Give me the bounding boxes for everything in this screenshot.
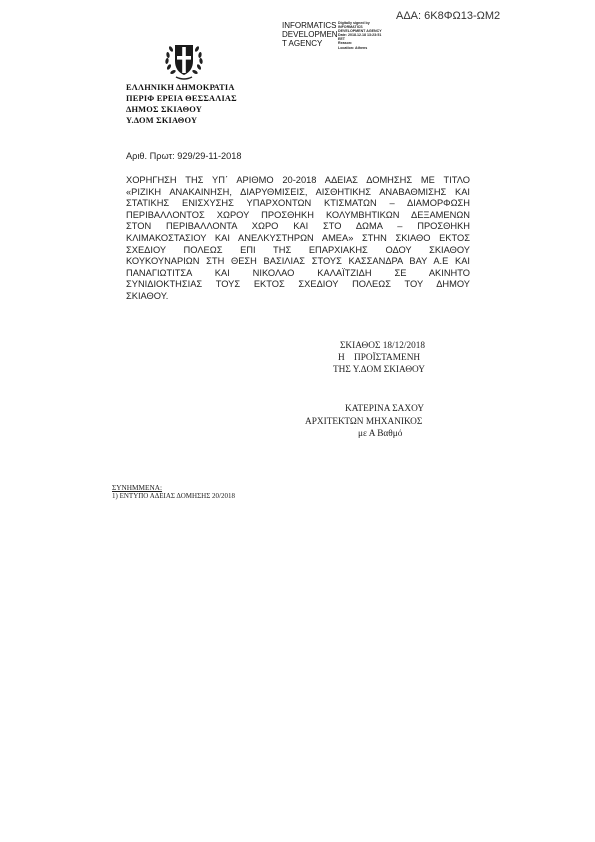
body-line: ΣΤΟΝ ΠΕΡΙΒΑΛΛΟΝΤΑ ΧΩΡΟ ΚΑΙ ΣΤΟ ΔΩΜΑ – ΠΡΟΣΘΗΚΗ xyxy=(126,221,470,232)
signature-stamp-label xyxy=(282,21,338,48)
body-line: ΠΑΝΑΓΙΩΤΙΤΣΑ ΚΑΙ ΝΙΚΟΛΑΟ ΚΑΛΑΪΤΖΙΔΗ ΣΕ ΑΚΙΝΗΤΟ xyxy=(126,267,470,278)
signer-block xyxy=(305,403,424,441)
protocol-number: Αριθ. Πρωτ: 929/29-11-2018 xyxy=(126,151,242,161)
signer-name: ΚΑΤΕΡΙΝΑ ΣΑΧΟΥ xyxy=(345,404,425,414)
stamp-detail-line: Reason: xyxy=(338,41,353,46)
stamp-line: INFORMATICS xyxy=(282,21,337,30)
body-line: ΣΚΙΑΘΟΥ. xyxy=(126,290,169,301)
body-line: ΣΧΕΔΙΟΥ ΠΟΛΕΩΣ ΕΠΙ ΤΗΣ ΕΠΑΡΧΙΑΚΗΣ ΟΔΟΥ ΣΚΙΑΘΟΥ xyxy=(126,244,470,255)
document-body xyxy=(126,175,470,303)
body-line: ΧΟΡΗΓΗΣΗ ΤΗΣ ΥΠ΄ ΑΡΙΘΜΟ 20-2018 ΑΔΕΙΑΣ ΔΟΜΗΣΗΣ ΜΕ ΤΙΤΛΟ xyxy=(126,175,470,185)
body-line: ΚΛΙΜΑΚΟΣΤΑΣΙΟΥ ΚΑΙ ΑΝΕΛΚΥΣΤΗΡΩΝ ΑΜΕΑ» ΣΤΗΝ ΣΚΙΑΘΟ ΕΚΤΟΣ xyxy=(126,232,470,243)
stamp-detail-line: Digitally signed by xyxy=(338,21,370,25)
stamp-detail-line: INFORMATICS xyxy=(338,25,363,30)
issuing-authority xyxy=(126,82,237,126)
body-line: ΣΥΝΙΔΙΟΚΤΗΣΙΑΣ ΤΟΥΣ ΕΚΤΟΣ ΣΧΕΔΙΟΥ ΠΟΛΕΩΣ ΤΟΥ ΔΗΜΟΥ xyxy=(126,279,470,290)
authority-line: ΕΛΛΗΝΙΚΗ ΔΗΜΟΚΡΑΤΙΑ xyxy=(126,83,235,92)
authority-line: Υ.ΔΟΜ ΣΚΙΑΘΟΥ xyxy=(126,116,198,125)
place-date: ΣΚΙΑΘΟΣ 18/12/2018 xyxy=(340,341,426,351)
stamp-detail-line: EET xyxy=(338,37,345,42)
signature-stamp-details xyxy=(338,21,400,50)
stamp-line: DEVELOPMEN xyxy=(282,30,338,39)
stamp-detail-line: DEVELOPMENT AGENCY xyxy=(338,29,382,34)
stamp-detail-line: Location: Athens xyxy=(338,45,368,50)
body-line: ΚΟΥΚΟΥΝΑΡΙΩΝ ΣΤΗ ΘΕΣΗ ΒΑΣΙΛΙΑΣ ΣΤΟΥΣ ΚΑΣΣΑΝΔΡΑ ΒΑΥ Α.Ε ΚΑΙ xyxy=(126,256,470,267)
stamp-detail-line: Date: 2018.12.18 13:23:51 xyxy=(338,33,382,38)
authority-line: ΠΕΡΙΦ ΕΡΕΙΑ ΘΕΣΣΑΛΙΑΣ xyxy=(126,94,237,103)
signer-office: ΤΗΣ Υ.ΔΟΜ ΣΚΙΑΘΟΥ xyxy=(333,365,426,375)
signature-place-block xyxy=(330,340,425,376)
body-line: ΠΕΡΙΒΑΛΛΟΝΤΟΣ ΧΩΡΟΥ ΠΡΟΣΘΗΚΗ ΚΟΛΥΜΒΗΤΙΚΩΝ ΔΕΞΑΜΕΝΩΝ xyxy=(126,209,470,220)
body-line: ΣΤΑΤΙΚΗΣ ΕΝΙΣΧΥΣΗΣ ΥΠΑΡΧΟΝΤΩΝ ΚΤΙΣΜΑΤΩΝ – ΔΙΑΜΟΡΦΩΣΗ xyxy=(126,198,470,209)
signer-role: Η ΠΡΟΪΣΤΑΜΕΝΗ xyxy=(338,353,421,363)
attachment-item: 1) ΕΝΤΥΠΟ ΑΔΕΙΑΣ ΔΟΜΗΣΗΣ 20/2018 xyxy=(112,492,235,500)
signer-grade: με Α Βαθμό xyxy=(358,429,403,439)
greek-coat-of-arms-icon xyxy=(160,37,208,83)
stamp-line: T AGENCY xyxy=(282,39,323,48)
attachments-title: ΣΥΝΗΜΜΕΝΑ: xyxy=(112,483,163,492)
body-line: «ΡΙΖΙΚΗ ΑΝΑΚΑΙΝΗΣΗ, ΔΙΑΡΥΘΜΙΣΕΙΣ, ΑΙΣΘΗΤΙΚΗΣ ΑΝΑΒΑΘΜΙΣΗΣ ΚΑΙ xyxy=(126,186,470,197)
authority-line: ΔΗΜΟΣ ΣΚΙΑΘΟΥ xyxy=(126,105,203,114)
ada-code: ΑΔΑ: 6Κ8ΦΩ13-ΩΜ2 xyxy=(396,10,501,22)
signer-title: ΑΡΧΙΤΕΚΤΩΝ ΜΗΧΑΝΙΚΟΣ xyxy=(305,416,423,427)
